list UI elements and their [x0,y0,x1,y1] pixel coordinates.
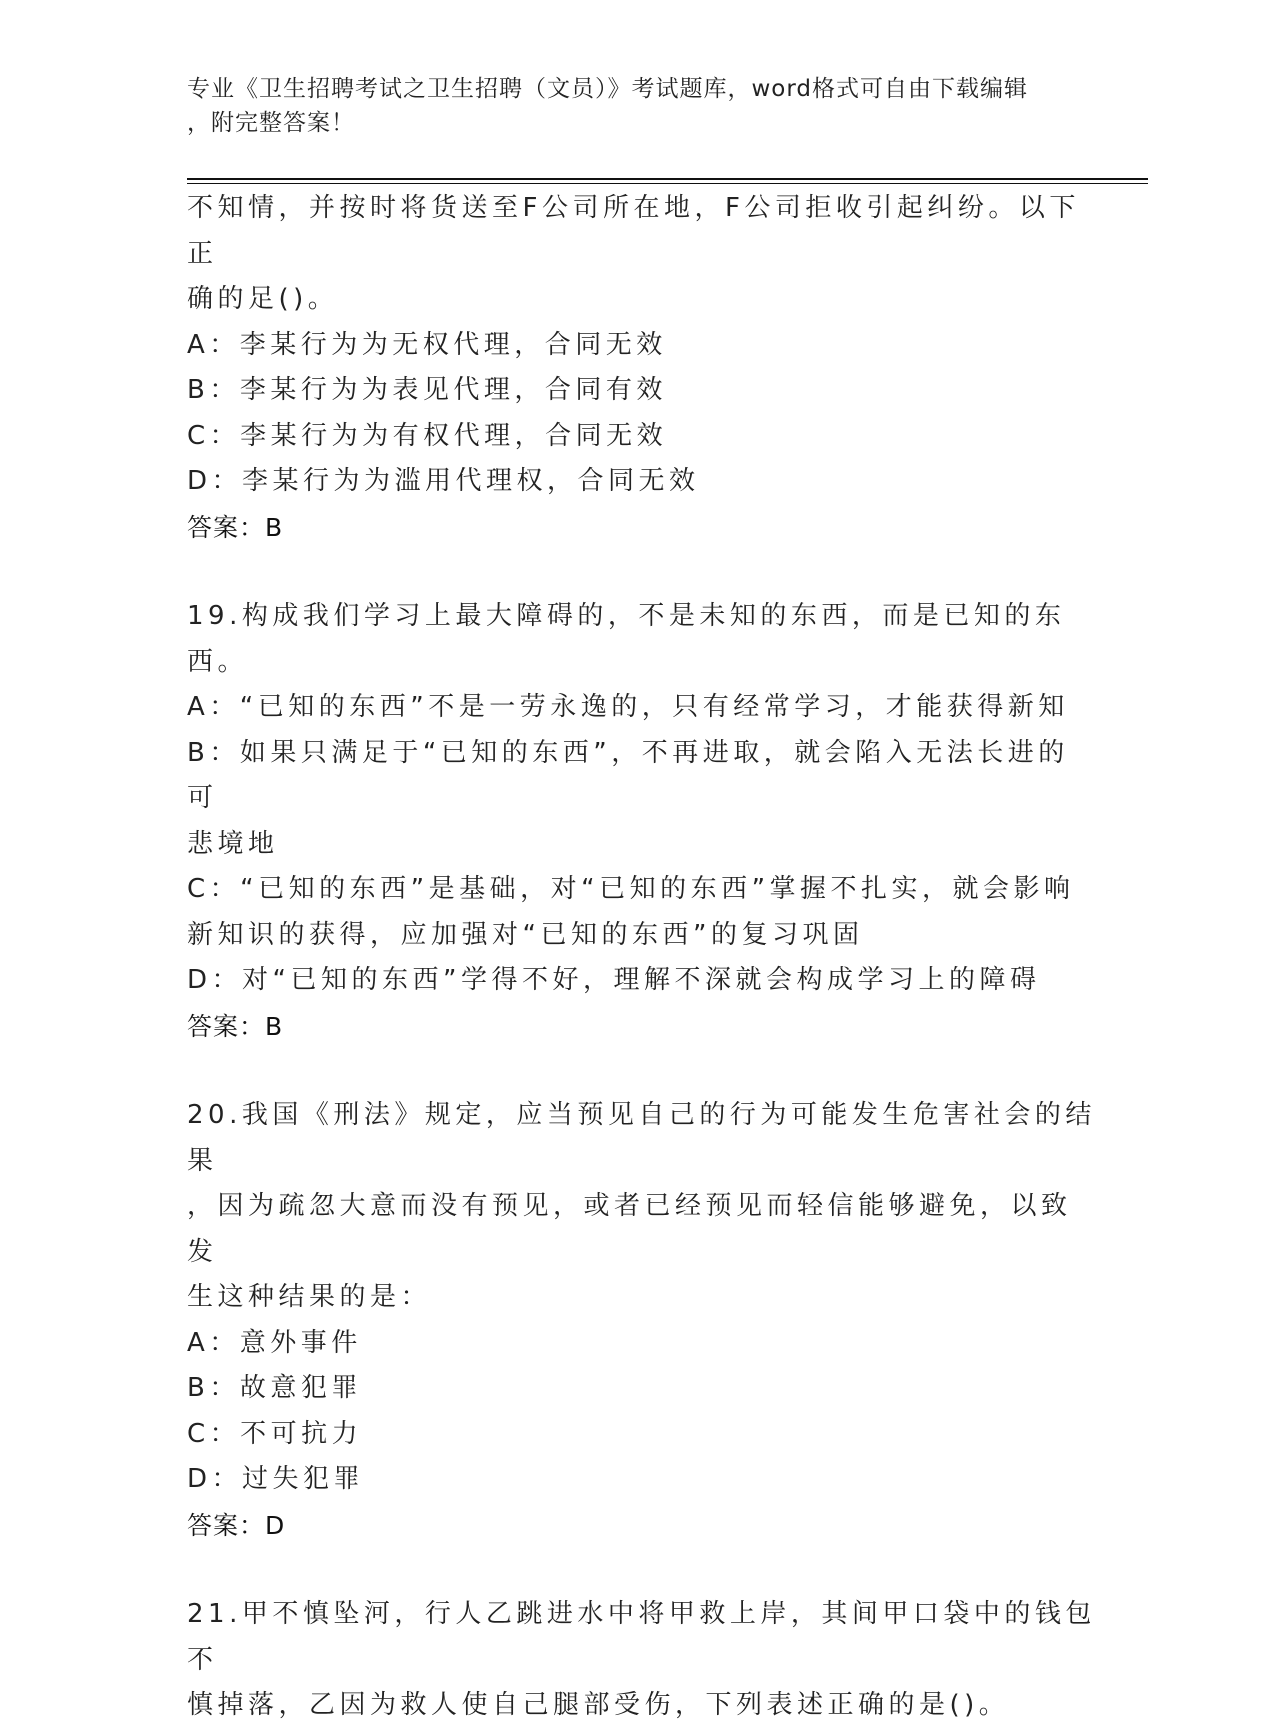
option-c: C：“已知的东西”是基础，对“已知的东西”掌握不扎实，就会影响 [187,874,1075,904]
question-stem-line: 确的足()。 [187,284,339,314]
question-spacer [187,1049,1097,1093]
option-b: B：如果只满足于“已知的东西”，不再进取，就会陷入无法长进的可 [187,737,1069,813]
option-b-continued: 悲境地 [187,828,279,859]
option-a: A：李某行为为无权代理，合同无效 [187,329,667,360]
option-d: D：对“已知的东西”学得不好，理解不深就会构成学习上的障碍 [187,965,1041,995]
question-stem-line: 19.构成我们学习上最大障碍的，不是未知的东西，而是已知的东西。 [187,601,1066,677]
question-19 [187,594,1097,1049]
option-a: A：“已知的东西”不是一劳永逸的，只有经常学习，才能获得新知 [187,692,1069,722]
question-stem-line: ，因为疏忽大意而没有预见，或者已经预见而轻信能够避免，以致发 [187,1191,1072,1267]
option-c-continued: 新知识的获得，应加强对“已知的东西”的复习巩固 [187,919,864,950]
header-divider-thick [187,178,1148,180]
question-18 [187,186,1097,550]
question-spacer [187,1548,1097,1592]
page-header [187,72,1087,140]
answer-line: 答案：D [187,1510,286,1540]
option-c: C：李某行为为有权代理，合同无效 [187,420,668,451]
question-stem-line: 不知情，并按时将货送至F公司所在地，F公司拒收引起纠纷。以下正 [187,193,1080,269]
option-d: D：李某行为为滥用代理权，合同无效 [187,466,700,496]
option-b: B：故意犯罪 [187,1373,362,1403]
question-stem-line: 20.我国《刑法》规定，应当预见自己的行为可能发生危害社会的结果 [187,1100,1096,1176]
option-a: A：意外事件 [187,1327,362,1358]
question-spacer [187,550,1097,594]
question-stem-line: 21.甲不慎坠河，行人乙跳进水中将甲救上岸，其间甲口袋中的钱包不 [187,1599,1096,1675]
answer-line: 答案：B [187,1011,284,1041]
question-20 [187,1093,1097,1548]
question-21 [187,1592,1097,1729]
question-stem-line: 生这种结果的是： [187,1282,432,1312]
option-c: C：不可抗力 [187,1418,363,1449]
option-d: D：过失犯罪 [187,1464,365,1494]
question-list [187,186,1097,1729]
option-b: B：李某行为为表见代理，合同有效 [187,375,667,405]
header-title-line-1: 专业《卫生招聘考试之卫生招聘（文员）》考试题库，word格式可自由下载编辑 [187,76,1029,102]
answer-line: 答案：B [187,512,284,542]
header-divider-thin [187,183,1148,184]
header-title-line-2: ，附完整答案！ [187,110,355,136]
question-stem-line: 慎掉落，乙因为救人使自己腿部受伤，下列表述正确的是()。 [187,1690,1010,1720]
